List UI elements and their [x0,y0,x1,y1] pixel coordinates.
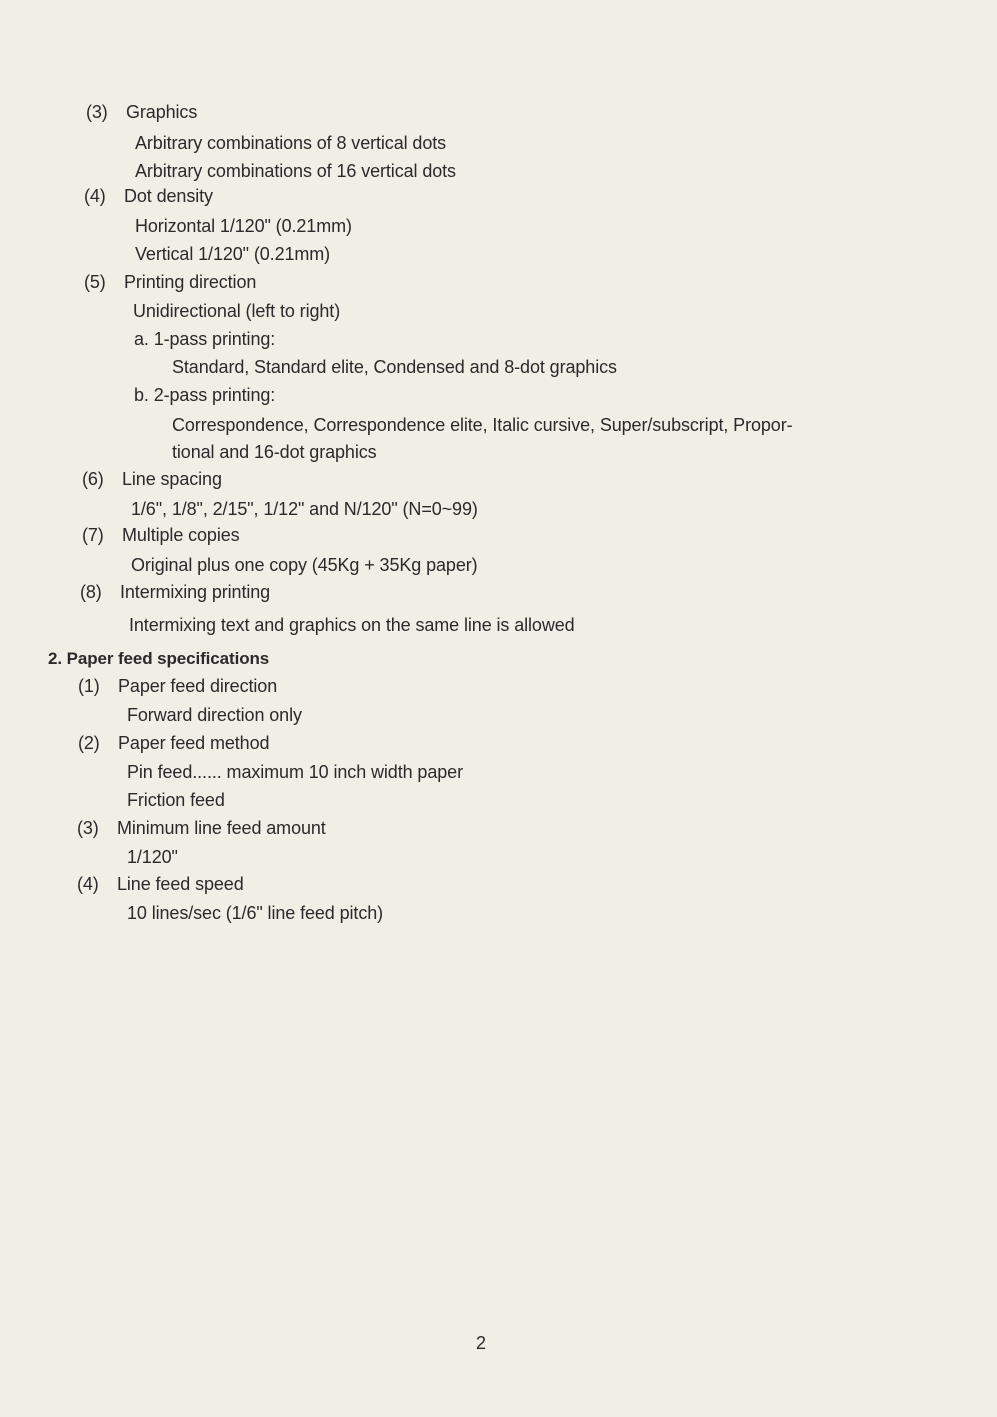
item-line-spacing-heading: (6) Line spacing [82,469,222,489]
line-spacing-values: 1/6", 1/8", 2/15", 1/12" and N/120" (N=0~99) [131,499,478,519]
multiple-copies-text: Original plus one copy (45Kg + 35Kg paper) [131,555,478,575]
item-graphics-heading: (3) Graphics [86,102,198,122]
pin-feed-text: Pin feed...... maximum 10 inch width paper [127,762,463,782]
item-paper-feed-method-heading: (2) Paper feed method [78,733,270,753]
graphics-line-1: Arbitrary combinations of 8 vertical dots [135,133,447,153]
printing-direction-line: Unidirectional (left to right) [133,301,341,321]
two-pass-text-1: Correspondence, Correspondence elite, Italic cursive, Super/subscript, Propor- [172,415,793,435]
item-multiple-copies-heading: (7) Multiple copies [82,525,240,545]
dot-density-vertical: Vertical 1/120" (0.21mm) [135,244,331,264]
two-pass-label: b. 2-pass printing: [134,385,276,405]
item-printing-direction-heading: (5) Printing direction [84,272,257,292]
graphics-line-2: Arbitrary combinations of 16 vertical dots [135,161,456,181]
item-intermixing-heading: (8) Intermixing printing [80,582,271,602]
item-min-line-feed-heading: (3) Minimum line feed amount [77,818,326,838]
paper-feed-direction-text: Forward direction only [127,705,302,725]
item-dot-density-heading: (4) Dot density [84,186,213,206]
dot-density-horizontal: Horizontal 1/120" (0.21mm) [135,216,352,236]
item-line-feed-speed-heading: (4) Line feed speed [77,874,244,894]
two-pass-text-2: tional and 16-dot graphics [172,442,377,462]
line-feed-speed-value: 10 lines/sec (1/6" line feed pitch) [127,903,384,923]
min-line-feed-value: 1/120" [127,847,178,867]
intermixing-text: Intermixing text and graphics on the same line is allowed [129,615,575,635]
item-paper-feed-direction-heading: (1) Paper feed direction [78,676,278,696]
one-pass-text: Standard, Standard elite, Condensed and 8-dot graphics [172,357,617,377]
page-number: 2 [476,1333,487,1353]
section-2-heading: 2. Paper feed specifications [48,649,270,668]
friction-feed-text: Friction feed [127,790,225,810]
one-pass-label: a. 1-pass printing: [134,329,276,349]
